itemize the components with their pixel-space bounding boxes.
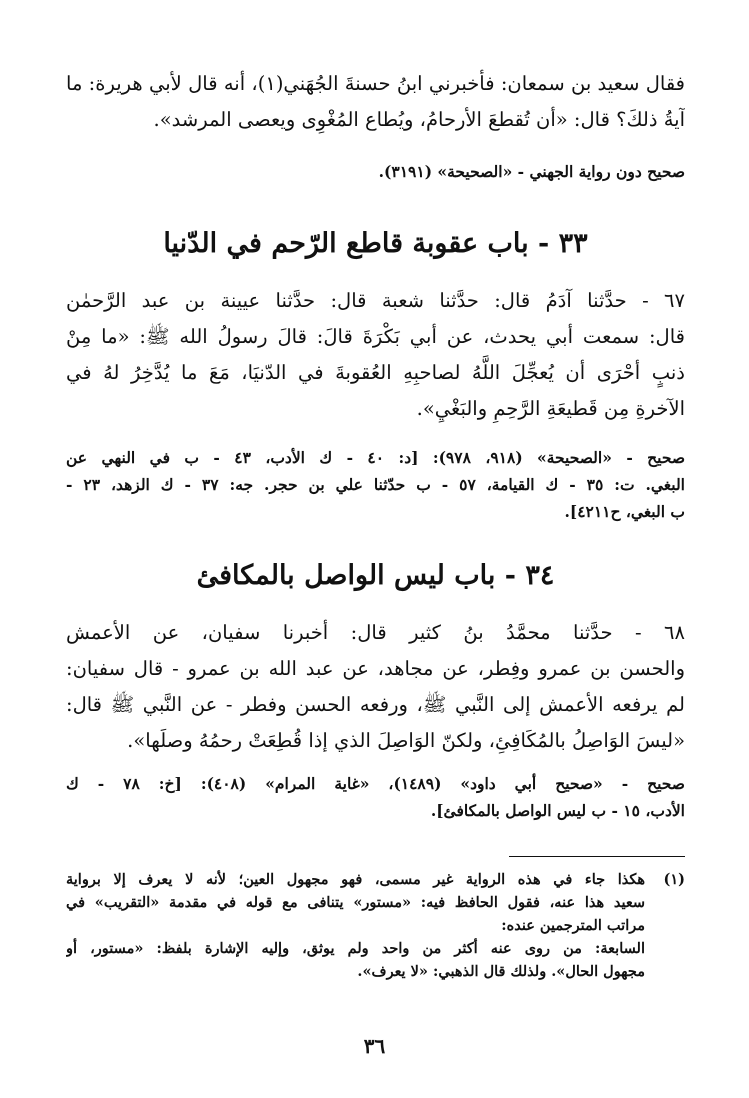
text-line: ٦٨ - حدَّثنا محمَّدُ بنُ كثير قال: أخبرنا سفيان، عن الأعمش (66, 621, 685, 644)
grading-note (66, 158, 685, 185)
text-line: هكذا جاء في هذه الرواية غير مسمى، فهو مجهول العين؛ لأنه لا يعرف إلا برواية (66, 871, 645, 888)
paragraph-said-bin-saman (66, 66, 685, 138)
text-line: «ليسَ الوَاصِلُ بالمُكَافِئِ، ولكنّ الوَاصِلَ الذي إذا قُطِعَتْ رحمُهُ وصلَها». (127, 729, 685, 752)
text-line: صحيح دون رواية الجهني - «الصحيحة» (٣١٩١). (378, 162, 685, 181)
text-line: آيةُ ذلكَ؟ قال: «أن تُقطعَ الأرحامُ، ويُطاع المُغْوِى ويعصى المرشد». (153, 108, 685, 131)
footnote-1 (66, 868, 685, 983)
text-line: الآخرةِ مِن قَطيعَةِ الرَّحِمِ والبَغْيِ». (416, 397, 685, 420)
text-line: قال: سمعت أبي يحدث، عن أبي بَكْرَةَ قالَ: قالَ رسولُ الله ﷺ: «ما مِنْ (66, 325, 685, 348)
text-line: مراتب المترجمين عنده: (501, 917, 645, 934)
text-line: سعيد هذا عنه، فقول الحافظ فيه: «مستور» يتنافى مع قوله في مقدمة «التقريب» في (66, 894, 645, 911)
text-line: ذنبٍ أحْرَى أن يُعجِّلَ اللَّهُ لصاحبِهِ العُقوبةَ في الدّنيَا، مَعَ ما يُدَّخِرُ لهُ في (66, 361, 685, 384)
hadith-67 (66, 283, 685, 427)
text-line: صحيح - «الصحيحة» (٩١٨، ٩٧٨): [د: ٤٠ - ك الأدب، ٤٣ - ب في النهي عن (66, 448, 685, 467)
text-line: لم يرفعه الأعمش إلى النَّبي ﷺ، ورفعه الحسن وفطر - عن النَّبي ﷺ قال: (66, 693, 685, 716)
text-line: مجهول الحال». ولذلك قال الذهبي: «لا يعرف». (357, 963, 645, 980)
grading-note-67 (66, 444, 685, 525)
page-number: ٣٦ (363, 1034, 386, 1058)
footnote-number: (١) (663, 871, 685, 888)
text-line: ب البغي، ح٤٢١١]. (564, 502, 685, 521)
text-line: ٦٧ - حدَّثنا آدَمُ قال: حدَّثنا شعبة قال: حدَّثنا عيينة بن عبد الرَّحمٰن (66, 289, 685, 312)
chapter-heading-33: ٣٣ - باب عقوبة قاطع الرّحم في الدّنيا (163, 228, 588, 259)
footnote-body (66, 868, 645, 983)
hadith-68 (66, 615, 685, 759)
text-line: السابعة: من روى عنه أكثر من واحد ولم يوثق، وإليه الإشارة بلفظ: «مستور، أو (66, 940, 645, 957)
grading-note-68 (66, 770, 685, 824)
text-line: والحسن بن عمرو وفِطر، عن مجاهد، عن عبد الله بن عمرو - قال سفيان: (66, 657, 685, 680)
text-line: صحيح - «صحيح أبي داود» (١٤٨٩)، «غاية المرام» (٤٠٨): [خ: ٧٨ - ك (66, 774, 685, 793)
chapter-heading-34: ٣٤ - باب ليس الواصل بالمكافئ (196, 560, 555, 591)
text-line: البغي. ت: ٣٥ - ك القيامة، ٥٧ - ب حدّثنا علي بن حجر. جه: ٣٧ - ك الزهد، ٢٣ - (66, 475, 685, 494)
text-line: الأدب، ١٥ - ب ليس الواصل بالمكافئ]. (430, 801, 685, 820)
footnote-divider (509, 856, 685, 857)
text-line: فقال سعيد بن سمعان: فأخبرني ابنُ حسنةَ الجُهَني(١)، أنه قال لأبي هريرة: ما (66, 72, 685, 95)
